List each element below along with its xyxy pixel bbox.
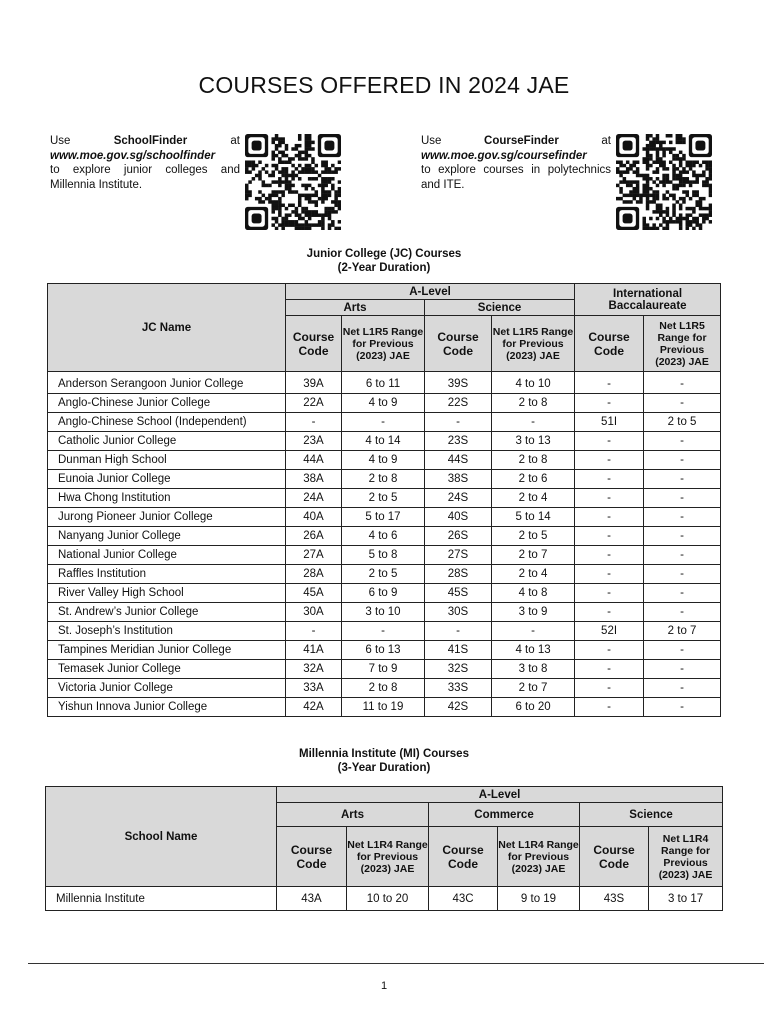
table-row [48,372,721,394]
table-row [48,489,721,508]
jc-college-name: Temasek Junior College [48,660,286,679]
jc-science-code: 44S [425,451,492,470]
jc-college-name: Nanyang Junior College [48,527,286,546]
jc-table-body [48,372,721,717]
jc-arts-code: 45A [286,584,342,603]
mi-arts-code: 43A [277,887,347,911]
jc-science-range: 2 to 4 [492,565,575,584]
qr-finder-pattern [318,134,341,157]
jc-science-code: - [425,622,492,641]
mi-commerce-range-header: Net L1R4 Range for Previous (2023) JAE [498,827,580,887]
jc-ib-code: - [575,679,644,698]
jc-ib-code: - [575,489,644,508]
mi-arts-header: Arts [277,803,429,827]
jc-ib-range: - [644,698,721,717]
jc-arts-range: 7 to 9 [342,660,425,679]
jc-science-range: 3 to 8 [492,660,575,679]
jc-college-name: Tampines Meridian Junior College [48,641,286,660]
jc-science-range: - [492,413,575,432]
coursefinder-at-text: at [601,135,611,147]
page-number: 1 [380,980,388,992]
jc-ib-range: - [644,527,721,546]
table-row [48,413,721,432]
jc-caption-title: Junior College (JC) Courses [306,248,462,260]
jc-arts-code: 24A [286,489,342,508]
jc-college-name: Jurong Pioneer Junior College [48,508,286,527]
jc-arts-code: 26A [286,527,342,546]
schoolfinder-qr-code[interactable] [245,134,341,230]
jc-ib-code: - [575,698,644,717]
jc-arts-range: 5 to 17 [342,508,425,527]
jc-ib-range: - [644,546,721,565]
jc-college-name: Catholic Junior College [48,432,286,451]
jc-ib-code: - [575,584,644,603]
mi-arts-range: 10 to 20 [347,887,429,911]
jc-science-code: 26S [425,527,492,546]
jc-arts-range: 2 to 5 [342,489,425,508]
jc-science-range: - [492,622,575,641]
table-row [48,451,721,470]
table-row [48,565,721,584]
page-title: COURSES OFFERED IN 2024 JAE [198,72,570,98]
jc-ib-range: - [644,489,721,508]
jc-science-range: 2 to 7 [492,679,575,698]
mi-school-name: Millennia Institute [46,887,277,911]
jc-ib-range: - [644,603,721,622]
jc-ib-range: 2 to 7 [644,622,721,641]
jc-arts-code: 38A [286,470,342,489]
qr-finder-pattern [616,207,639,230]
jc-college-name: Victoria Junior College [48,679,286,698]
mi-caption-duration: (3-Year Duration) [337,762,431,774]
jc-science-code: 40S [425,508,492,527]
jc-arts-code: 39A [286,372,342,394]
jc-ib-code: - [575,432,644,451]
jc-arts-code: 23A [286,432,342,451]
jc-arts-header: Arts [286,300,425,316]
jc-ib-code: - [575,603,644,622]
jc-arts-code: - [286,622,342,641]
jc-caption-duration: (2-Year Duration) [337,262,431,274]
table-row [48,660,721,679]
jc-alevel-header: A-Level [286,284,575,300]
jc-arts-code: 22A [286,394,342,413]
jc-arts-range: 11 to 19 [342,698,425,717]
footer-divider [28,963,764,964]
mi-table-row [46,887,723,911]
jc-college-name: Anglo-Chinese Junior College [48,394,286,413]
table-row [48,470,721,489]
mi-table-caption [0,747,768,775]
qr-finder-pattern [245,134,268,157]
coursefinder-use-text: Use [421,135,442,147]
table-row [48,432,721,451]
jc-arts-code: 40A [286,508,342,527]
mi-arts-code-header: Course Code [277,827,347,887]
coursefinder-name: CourseFinder [484,135,559,147]
jc-arts-range: 2 to 8 [342,470,425,489]
mi-name-header: School Name [46,787,277,887]
mi-commerce-range: 9 to 19 [498,887,580,911]
coursefinder-info [421,134,611,192]
jc-arts-code: - [286,413,342,432]
jc-ib-header: International Baccalaureate [575,284,721,316]
mi-caption-title: Millennia Institute (MI) Courses [299,748,469,760]
jc-college-name: Anderson Serangoon Junior College [48,372,286,394]
jc-science-code: 23S [425,432,492,451]
jc-science-range: 2 to 4 [492,489,575,508]
jc-arts-code: 41A [286,641,342,660]
jc-science-range: 6 to 20 [492,698,575,717]
jc-arts-range: 2 to 8 [342,679,425,698]
jc-arts-code: 30A [286,603,342,622]
jc-arts-range-header: Net L1R5 Range for Previous (2023) JAE [342,316,425,372]
jc-arts-code: 33A [286,679,342,698]
mi-arts-range-header: Net L1R4 Range for Previous (2023) JAE [347,827,429,887]
mi-commerce-header: Commerce [429,803,580,827]
jc-arts-range: - [342,622,425,641]
jc-science-range: 4 to 13 [492,641,575,660]
jc-arts-code: 27A [286,546,342,565]
jc-college-name: Yishun Innova Junior College [48,698,286,717]
mi-science-range-header: Net L1R4 Range for Previous (2023) JAE [649,827,723,887]
jc-ib-code: - [575,394,644,413]
jc-arts-code: 42A [286,698,342,717]
jc-science-range-header: Net L1R5 Range for Previous (2023) JAE [492,316,575,372]
jc-science-code: 28S [425,565,492,584]
jc-science-range: 2 to 8 [492,451,575,470]
jc-college-name: St. Andrew’s Junior College [48,603,286,622]
jc-college-name: Raffles Institution [48,565,286,584]
jc-ib-code: - [575,451,644,470]
jc-science-header: Science [425,300,575,316]
mi-science-header: Science [580,803,723,827]
qr-finder-pattern [689,134,712,157]
jc-science-code: 41S [425,641,492,660]
jc-arts-range: 6 to 9 [342,584,425,603]
schoolfinder-at-text: at [230,135,240,147]
jc-ib-code: - [575,527,644,546]
jc-science-range: 5 to 14 [492,508,575,527]
coursefinder-description: to explore courses in polytechnics and ITE. [421,164,611,191]
jc-science-code: 38S [425,470,492,489]
jc-ib-code-header: Course Code [575,316,644,372]
table-row [48,698,721,717]
jc-arts-code: 44A [286,451,342,470]
table-row [48,679,721,698]
jc-college-name: Hwa Chong Institution [48,489,286,508]
jc-arts-range: 2 to 5 [342,565,425,584]
jc-ib-code: - [575,546,644,565]
jc-science-range: 2 to 5 [492,527,575,546]
jc-science-code: 42S [425,698,492,717]
jc-college-name: St. Joseph’s Institution [48,622,286,641]
schoolfinder-url-link[interactable]: www.moe.gov.sg/schoolfinder [50,149,216,162]
jc-science-code: 45S [425,584,492,603]
schoolfinder-info [50,134,240,192]
mi-commerce-code-header: Course Code [429,827,498,887]
mi-alevel-header: A-Level [277,787,723,803]
jc-arts-range: 3 to 10 [342,603,425,622]
table-row [48,584,721,603]
jc-arts-range: 4 to 9 [342,451,425,470]
coursefinder-qr-code[interactable] [616,134,712,230]
jc-science-range: 2 to 8 [492,394,575,413]
jc-science-code: 39S [425,372,492,394]
jc-arts-code-header: Course Code [286,316,342,372]
jc-ib-range: - [644,470,721,489]
jc-science-code: 24S [425,489,492,508]
jc-science-code-header: Course Code [425,316,492,372]
jc-arts-range: - [342,413,425,432]
schoolfinder-description: to explore junior colleges and Millennia Institute. [50,164,240,191]
mi-science-code: 43S [580,887,649,911]
jc-name-header: JC Name [48,284,286,372]
schoolfinder-use-text: Use [50,135,71,147]
jc-ib-code: - [575,508,644,527]
schoolfinder-name: SchoolFinder [113,135,188,147]
jc-science-code: 32S [425,660,492,679]
mi-courses-table [45,786,723,911]
jc-science-code: 22S [425,394,492,413]
jc-science-code: - [425,413,492,432]
jc-ib-code: - [575,372,644,394]
coursefinder-url-link[interactable]: www.moe.gov.sg/coursefinder [421,149,587,162]
jc-science-range: 3 to 9 [492,603,575,622]
jc-college-name: National Junior College [48,546,286,565]
table-row [48,603,721,622]
table-row [48,546,721,565]
jc-ib-range: - [644,508,721,527]
jc-science-code: 27S [425,546,492,565]
jc-ib-range: - [644,565,721,584]
jc-science-code: 33S [425,679,492,698]
table-row [48,508,721,527]
jc-science-range: 3 to 13 [492,432,575,451]
jc-college-name: Anglo-Chinese School (Independent) [48,413,286,432]
jc-ib-range: - [644,432,721,451]
table-row [48,527,721,546]
jc-science-code: 30S [425,603,492,622]
jc-ib-range: - [644,394,721,413]
jc-college-name: Dunman High School [48,451,286,470]
jc-courses-table [47,283,721,717]
jc-arts-code: 28A [286,565,342,584]
jc-ib-range-header: Net L1R5 Range for Previous (2023) JAE [644,316,721,372]
jc-arts-code: 32A [286,660,342,679]
jc-science-range: 2 to 6 [492,470,575,489]
jc-ib-code: - [575,470,644,489]
jc-ib-code: - [575,641,644,660]
mi-commerce-code: 43C [429,887,498,911]
mi-science-range: 3 to 17 [649,887,723,911]
jc-ib-range: - [644,451,721,470]
jc-arts-range: 6 to 11 [342,372,425,394]
jc-ib-code: 51I [575,413,644,432]
table-row [48,622,721,641]
jc-arts-range: 4 to 9 [342,394,425,413]
jc-ib-range: - [644,372,721,394]
jc-arts-range: 4 to 14 [342,432,425,451]
jc-ib-range: 2 to 5 [644,413,721,432]
table-row [48,641,721,660]
jc-science-range: 2 to 7 [492,546,575,565]
mi-science-code-header: Course Code [580,827,649,887]
jc-arts-range: 6 to 13 [342,641,425,660]
jc-ib-code: 52I [575,622,644,641]
qr-finder-pattern [616,134,639,157]
jc-table-caption [0,247,768,275]
table-row [48,394,721,413]
jc-science-range: 4 to 8 [492,584,575,603]
jc-ib-code: - [575,660,644,679]
jc-ib-range: - [644,641,721,660]
jc-college-name: River Valley High School [48,584,286,603]
qr-finder-pattern [245,207,268,230]
jc-science-range: 4 to 10 [492,372,575,394]
jc-arts-range: 5 to 8 [342,546,425,565]
jc-ib-range: - [644,584,721,603]
jc-ib-range: - [644,660,721,679]
jc-ib-code: - [575,565,644,584]
jc-college-name: Eunoia Junior College [48,470,286,489]
jc-arts-range: 4 to 6 [342,527,425,546]
jc-ib-range: - [644,679,721,698]
